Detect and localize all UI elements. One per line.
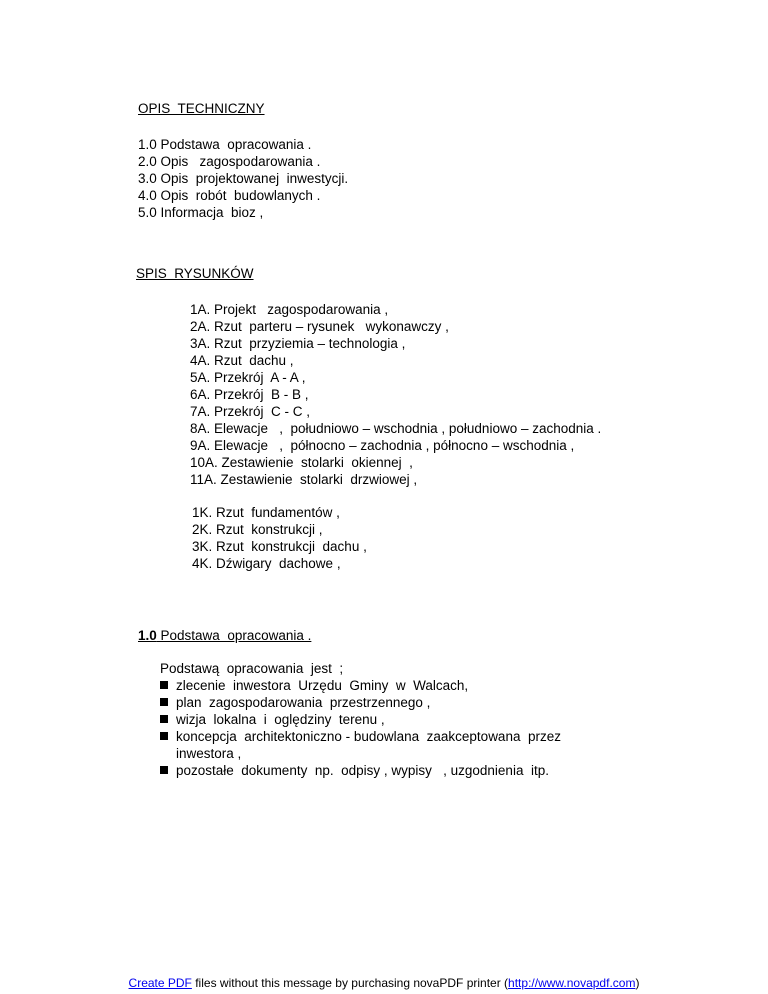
drawing-item: 6A. Przekrój B - B , <box>190 387 309 402</box>
section-1-number: 1.0 <box>138 628 157 643</box>
square-bullet-icon <box>160 732 168 740</box>
list-item: koncepcja architektoniczno - budowlana zaakceptowana przez <box>160 728 561 745</box>
list-item: pozostałe dokumenty np. odpisy , wypisy , uzgodnienia itp. <box>160 762 549 779</box>
opis-item: 5.0 Informacja bioz , <box>138 205 264 220</box>
drawing-item: 2A. Rzut parteru – rysunek wykonawczy , <box>190 319 449 334</box>
create-pdf-link[interactable]: Create PDF <box>128 976 192 990</box>
list-item-continuation: inwestora , <box>176 746 242 761</box>
drawing-item: 9A. Elewacje , północno – zachodnia , północno – wschodnia , <box>190 438 575 453</box>
spis-title: SPIS RYSUNKÓW <box>136 266 254 281</box>
list-item: zlecenie inwestora Urzędu Gminy w Walcach, <box>160 677 468 694</box>
opis-item: 3.0 Opis projektowanej inwestycji. <box>138 171 349 186</box>
drawing-item: 11A. Zestawienie stolarki drzwiowej , <box>190 472 418 487</box>
drawing-item: 10A. Zestawienie stolarki okiennej , <box>190 455 413 470</box>
square-bullet-icon <box>160 715 168 723</box>
drawing-item: 8A. Elewacje , południowo – wschodnia , południowo – zachodnia . <box>190 421 602 436</box>
drawing-item: 5A. Przekrój A - A , <box>190 370 306 385</box>
construction-drawing-item: 4K. Dźwigary dachowe , <box>192 556 341 571</box>
construction-drawing-item: 3K. Rzut konstrukcji dachu , <box>192 539 367 554</box>
footer-text-end: ) <box>635 976 640 990</box>
drawing-item: 4A. Rzut dachu , <box>190 353 294 368</box>
construction-drawing-item: 1K. Rzut fundamentów , <box>192 505 340 520</box>
opis-item: 2.0 Opis zagospodarowania . <box>138 154 321 169</box>
drawing-item: 1A. Projekt zagospodarowania , <box>190 302 389 317</box>
footer-text: files without this message by purchasing novaPDF printer ( <box>191 976 509 990</box>
drawing-item: 7A. Przekrój C - C , <box>190 404 311 419</box>
square-bullet-icon <box>160 698 168 706</box>
square-bullet-icon <box>160 766 168 774</box>
opis-item: 1.0 Podstawa opracowania . <box>138 137 312 152</box>
drawing-item: 3A. Rzut przyziemia – technologia , <box>190 336 406 351</box>
novapdf-url-link[interactable]: http://www.novapdf.com <box>508 976 636 990</box>
square-bullet-icon <box>160 681 168 689</box>
section-1-intro: Podstawą opracowania jest ; <box>160 661 344 676</box>
opis-title: OPIS TECHNICZNY <box>138 101 265 116</box>
pdf-footer <box>0 976 768 990</box>
section-1-heading <box>138 627 311 644</box>
list-item: wizja lokalna i oględziny terenu , <box>160 711 385 728</box>
list-item: plan zagospodarowania przestrzennego , <box>160 694 430 711</box>
construction-drawing-item: 2K. Rzut konstrukcji , <box>192 522 323 537</box>
section-1-title: Podstawa opracowania . <box>156 628 312 643</box>
opis-item: 4.0 Opis robót budowlanych . <box>138 188 321 203</box>
